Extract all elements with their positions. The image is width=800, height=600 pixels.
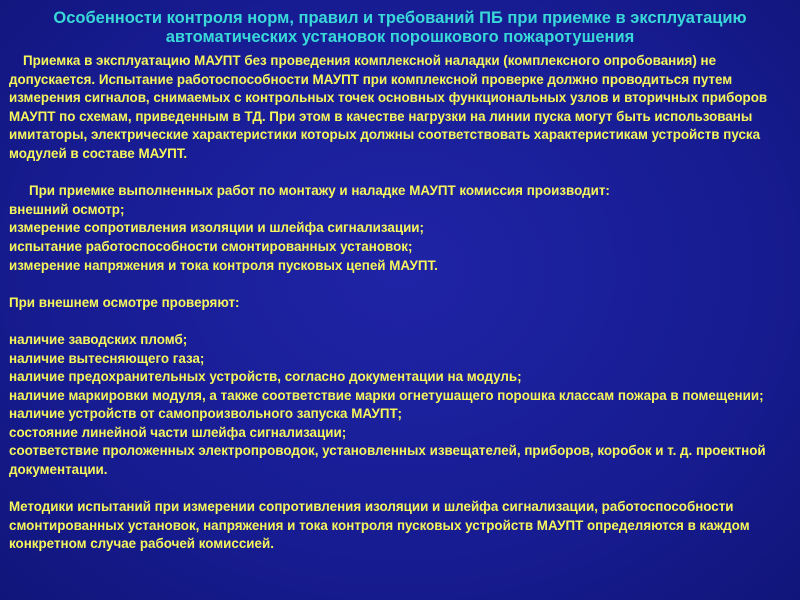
title-line-1: Особенности контроля норм, правил и требований ПБ при приемке в эксплуатацию: [53, 9, 747, 27]
closing-paragraph: Методики испытаний при измерении сопротивления изоляции и шлейфа сигнализации, работоспособности смонтированных установок, напряжения и тока контроля пусковых устройств МАУПТ определяются в каждом конкретном случае рабочей комиссией.: [9, 499, 750, 552]
commission-item: измерение напряжения и тока контроля пусковых цепей МАУПТ.: [9, 257, 438, 273]
commission-item: испытание работоспособности смонтированных установок;: [9, 238, 413, 254]
slide-body: [9, 52, 792, 554]
inspection-item: состояние линейной части шлейфа сигнализации;: [9, 424, 347, 440]
paragraph-acceptance: Приемка в эксплуатацию МАУПТ без проведения комплексной наладки (комплексного опробования) не допускается. Испытание работоспособности МАУПТ при комплексной проверке должно проводиться путем измерения сигналов, снимаемых с контрольных точек основных функциональных узлов и вторичных приборов МАУПТ по схемам, приведенным в ТД. При этом в качестве нагрузки на линии пуска могут быть использованы имитаторы, электрические характеристики которых должны соответствовать характеристикам устройств пуска модулей в составе МАУПТ.: [9, 53, 768, 161]
slide-title: [6, 9, 794, 47]
title-line-2: автоматических установок порошкового пожаротушения: [165, 28, 635, 46]
inspection-item: наличие маркировки модуля, а также соответствие марки огнетушащего порошка классам пожара в помещении;: [9, 387, 764, 403]
inspection-item: наличие предохранительных устройств, согласно документации на модуль;: [9, 369, 522, 385]
commission-intro: При приемке выполненных работ по монтажу и наладке МАУПТ комиссия производит:: [29, 183, 610, 199]
inspection-item: наличие устройств от самопроизвольного запуска МАУПТ;: [9, 406, 402, 422]
inspection-item: наличие вытесняющего газа;: [9, 350, 205, 366]
inspection-item: соответствие проложенных электропроводок, установленных извещателей, приборов, коробок и т. д. проектной документации.: [9, 443, 766, 478]
commission-item: измерение сопротивления изоляции и шлейфа сигнализации;: [9, 220, 424, 236]
inspection-heading: При внешнем осмотре проверяют:: [9, 294, 240, 310]
inspection-item: наличие заводских пломб;: [9, 331, 188, 347]
commission-item: внешний осмотр;: [9, 201, 125, 217]
